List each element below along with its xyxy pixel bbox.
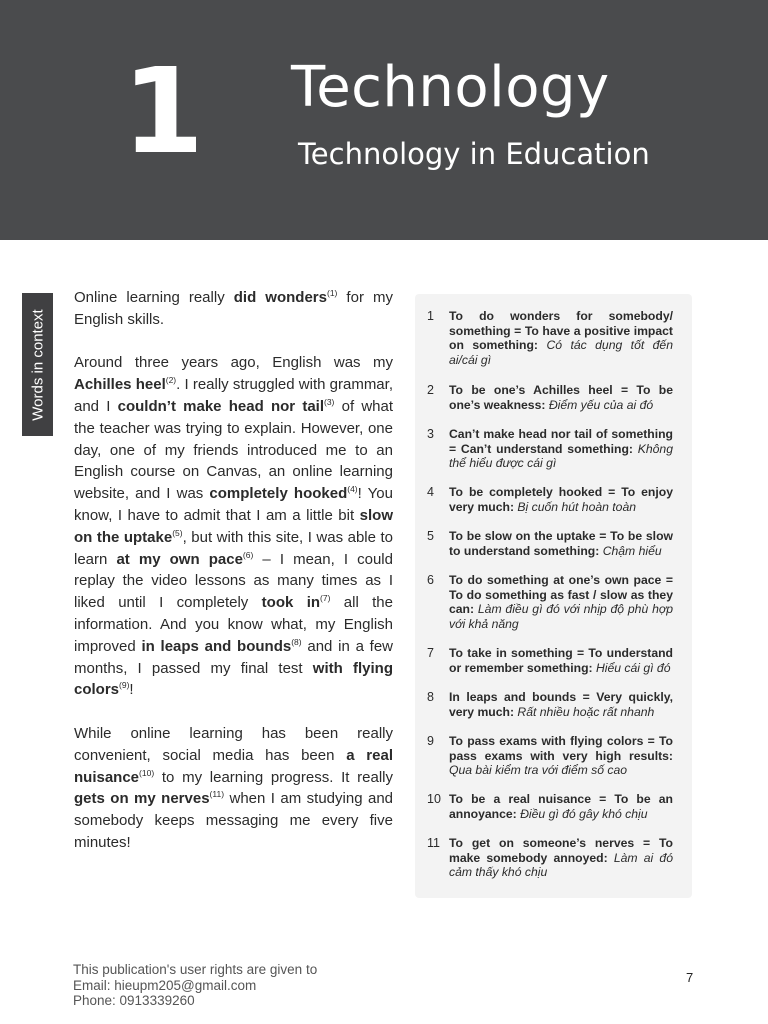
glossary-definition: [449, 734, 673, 778]
idiom-highlight: Achilles heel: [74, 376, 166, 394]
footnote-ref: (1): [326, 288, 338, 298]
glossary-translation-vi: Hiểu cái gì đó: [595, 660, 671, 675]
glossary-panel: [415, 294, 692, 898]
footnote-ref: (7): [320, 593, 331, 604]
footnote-ref: (3): [324, 396, 335, 407]
passage-text: all the information. And you know what, my English improved: [74, 594, 393, 655]
footnote-ref: (9): [119, 680, 130, 691]
glossary-definition: [449, 836, 673, 880]
glossary-definition-en: To be one’s Achilles heel = To be one’s weakness:: [449, 383, 673, 412]
glossary-definition-en: To be a real nuisance = To be an annoyance:: [449, 792, 673, 821]
footer-email: Email: hieupm205@gmail.com: [73, 977, 257, 993]
passage-text: , but with this site, I was able to learn: [74, 528, 393, 568]
glossary-definition-en: In leaps and bounds = Very quickly, very much:: [449, 690, 673, 719]
footnote-ref: (4): [347, 484, 358, 495]
glossary-number: 9: [427, 734, 434, 748]
page-number: 7: [686, 970, 694, 985]
idiom-highlight: a real nuisance: [74, 746, 393, 786]
idiom-highlight: did wonders: [233, 289, 327, 306]
glossary-definition: [449, 529, 673, 558]
glossary-definition-en: To do something at one’s own pace = To do something as fast / slow as they can:: [449, 573, 673, 617]
passage-text: . I really struggled with grammar, and I: [74, 376, 393, 415]
glossary-definition-en: To get on someone’s nerves = To make somebody annoyed:: [449, 836, 673, 865]
footnote-ref: (5): [172, 527, 183, 538]
glossary-definition: [449, 792, 673, 821]
glossary-translation-vi: Chậm hiểu: [602, 543, 662, 558]
idiom-highlight: gets on my nerves: [74, 790, 210, 808]
glossary-definition: [449, 427, 673, 471]
glossary-number: 5: [427, 529, 434, 543]
idiom-highlight: couldn’t make head nor tail: [117, 397, 324, 415]
idiom-highlight: at my own pace: [116, 550, 243, 568]
passage-text: for my English skills.: [74, 289, 393, 328]
passage-paragraph-2: [74, 352, 393, 701]
glossary-number: 10: [427, 792, 441, 806]
chapter-subtitle: Technology in Education: [298, 137, 650, 171]
glossary-definition: [449, 309, 673, 367]
passage-text: While online learning has been really convenient, social media has been: [74, 724, 393, 764]
chapter-header: [0, 0, 768, 240]
passage-text: when I am studying and somebody keeps messaging me every five minutes!: [74, 790, 394, 851]
glossary-number: 3: [427, 427, 434, 441]
glossary-translation-vi: Qua bài kiểm tra với điểm số cao: [449, 763, 628, 778]
idiom-highlight: took in: [261, 594, 321, 612]
glossary-definition: [449, 573, 673, 631]
idiom-highlight: in leaps and bounds: [141, 637, 292, 655]
glossary-translation-vi: Không thể hiểu được cái gì: [449, 441, 673, 471]
glossary-definition-en: To do wonders for somebody/ something = To have a positive impact on something:: [449, 309, 673, 353]
glossary-definition: [449, 485, 673, 514]
passage-text: – I mean, I could replay the video lessons as many times as I liked until I completely: [74, 550, 393, 612]
glossary-definition-en: To be completely hooked = To enjoy very much:: [449, 485, 673, 514]
footnote-ref: (2): [165, 375, 177, 386]
idiom-highlight: with flying colors: [74, 659, 393, 699]
glossary-definition-en: To take in something = To understand or remember something:: [449, 646, 673, 675]
glossary-number: 1: [427, 309, 434, 323]
glossary-number: 11: [427, 836, 440, 850]
idiom-highlight: slow on the uptake: [74, 506, 393, 546]
passage-text: and in a few months, I passed my final test: [74, 637, 394, 677]
passage-paragraph-1: [74, 287, 393, 331]
glossary-translation-vi: Rất nhiều hoặc rất nhanh: [517, 704, 655, 719]
side-label-text: Words in context: [29, 308, 46, 421]
idiom-highlight: completely hooked: [209, 485, 348, 503]
chapter-title: Technology: [291, 55, 610, 120]
glossary-number: 8: [427, 690, 434, 704]
footnote-ref: (10): [139, 767, 155, 778]
glossary-number: 2: [427, 383, 434, 397]
glossary-definition-en: Can’t make head nor tail of something = Can’t understand something:: [449, 427, 673, 456]
passage-text: Online learning really: [74, 289, 234, 306]
words-in-context-label: [22, 293, 53, 436]
glossary-translation-vi: Làm ai đó cảm thấy khó chịu: [449, 850, 673, 880]
passage-text: Around three years ago, English was my: [74, 354, 393, 372]
chapter-number: 1: [122, 42, 205, 180]
passage-paragraph-3: [74, 723, 393, 854]
footnote-ref: (11): [209, 789, 225, 800]
glossary-translation-vi: Điểm yếu của ai đó: [548, 397, 654, 412]
passage-text: of what the teacher was trying to explain. However, one day, one of my friends introduced me to an English course on Canvas, an online learning website, and I was: [74, 397, 394, 503]
glossary-definition: [449, 690, 673, 719]
passage-text: ! You know, I have to admit that I am a little bit: [74, 485, 393, 524]
passage-text: to my learning progress. It really: [154, 768, 393, 786]
passage-text: !: [129, 681, 134, 699]
glossary-definition-en: To be slow on the uptake = To be slow to understand something:: [449, 529, 673, 558]
glossary-number: 6: [427, 573, 434, 587]
reading-passage: [74, 287, 393, 876]
glossary-number: 4: [427, 485, 434, 499]
glossary-definition: [449, 646, 673, 675]
glossary-translation-vi: Điều gì đó gây khó chịu: [520, 806, 648, 821]
footer-phone: Phone: 0913339260: [73, 993, 195, 1008]
footnote-ref: (8): [291, 636, 302, 647]
footer: [73, 962, 317, 1009]
glossary-translation-vi: Có tác dụng tốt đến ai/cái gì: [449, 338, 673, 367]
glossary-definition: [449, 383, 673, 412]
glossary-translation-vi: Làm điều gì đó với nhịp độ phù hợp với khả năng: [449, 602, 673, 631]
footer-rights-line: This publication's user rights are given to: [73, 962, 318, 977]
glossary-translation-vi: Bị cuốn hút hoàn toàn: [517, 499, 637, 514]
glossary-definition-en: To pass exams with flying colors = To pass exams with very high results:: [449, 734, 673, 763]
glossary-number: 7: [427, 646, 434, 660]
footnote-ref: (6): [242, 549, 254, 560]
